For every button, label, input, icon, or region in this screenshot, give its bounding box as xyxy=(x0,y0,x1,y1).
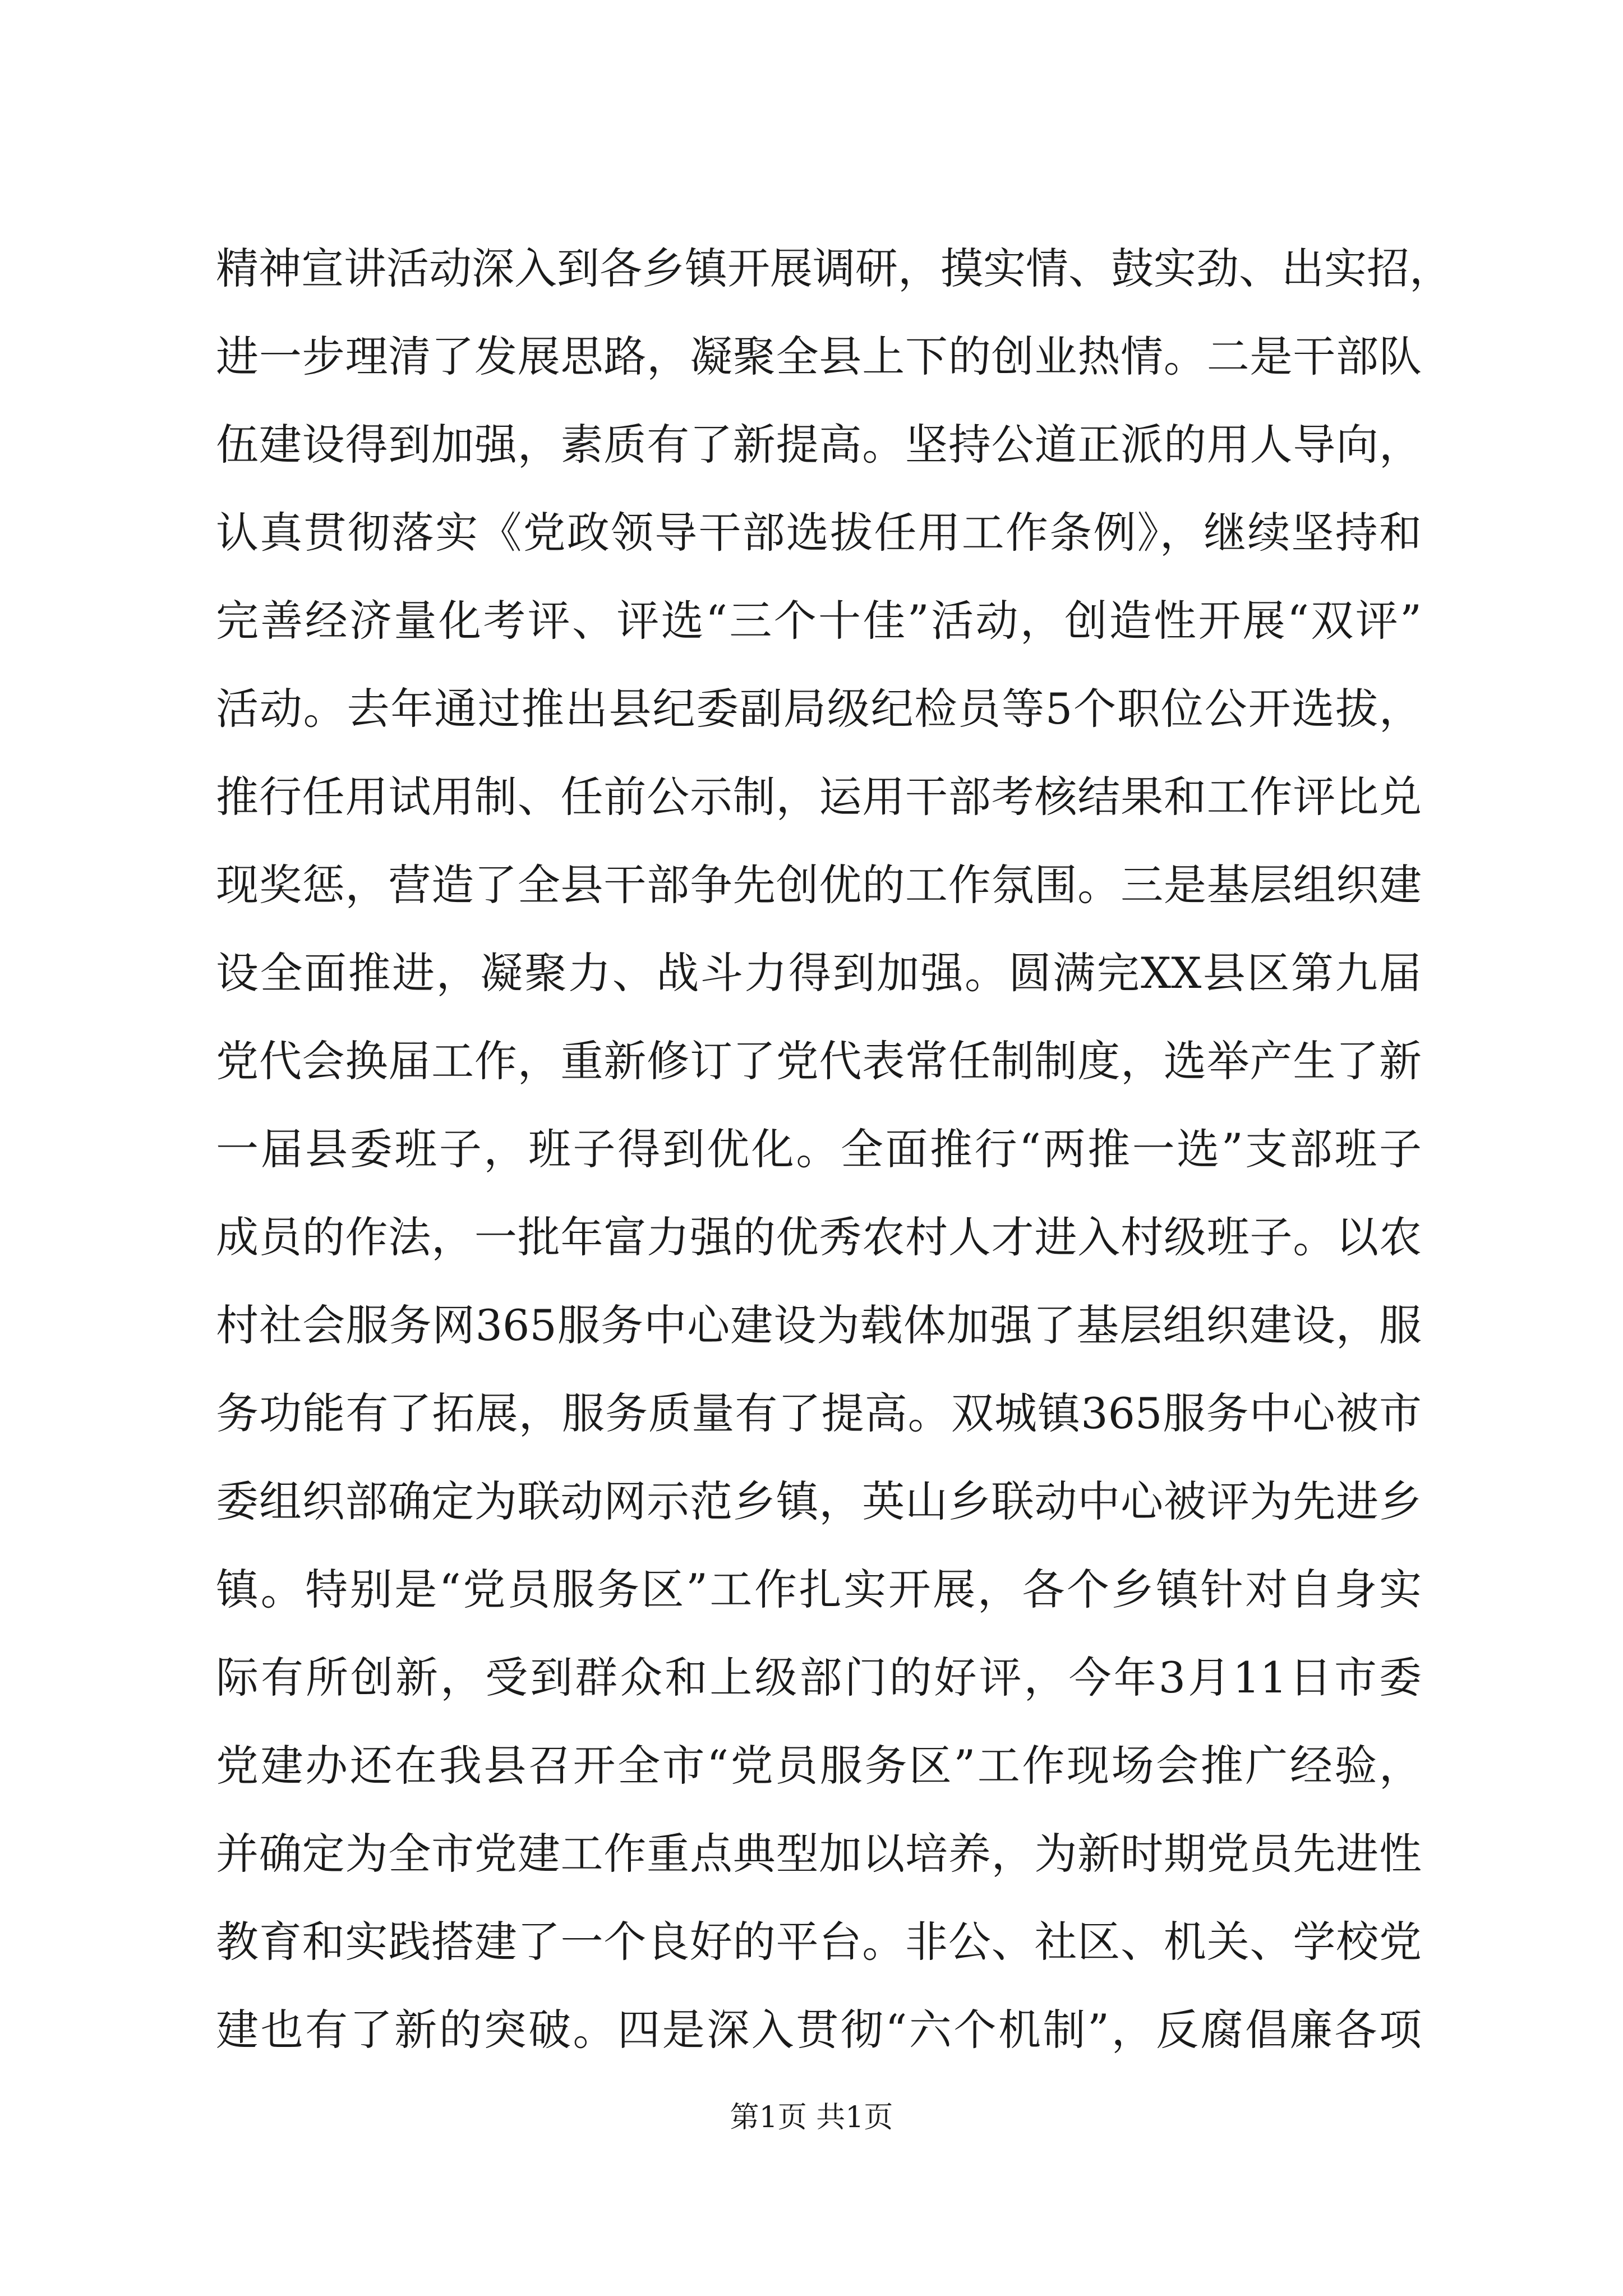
text-line-6: 活动。去年通过推出县纪委副局级纪检员等5个职位公开选拔， xyxy=(216,684,1422,734)
text-line-7: 推行任用试用制、任前公示制，运用干部考核结果和工作评比兑 xyxy=(216,772,1422,822)
text-line-15: 委组织部确定为联动网示范乡镇，英山乡联动中心被评为先进乡 xyxy=(216,1476,1422,1526)
text-line-3: 伍建设得到加强，素质有了新提高。坚持公道正派的用人导向， xyxy=(216,420,1422,470)
text-line-20: 教育和实践搭建了一个良好的平台。非公、社区、机关、学校党 xyxy=(216,1917,1422,1967)
text-line-9: 设全面推进，凝聚力、战斗力得到加强。圆满完XX县区第九届 xyxy=(216,948,1422,998)
text-line-14: 务功能有了拓展，服务质量有了提高。双城镇365服务中心被市 xyxy=(216,1388,1422,1438)
text-line-5: 完善经济量化考评、评选“三个十佳”活动，创造性开展“双评” xyxy=(216,596,1422,646)
text-line-11: 一届县委班子，班子得到优化。全面推行“两推一选”支部班子 xyxy=(216,1124,1422,1174)
body-paragraph xyxy=(216,224,1452,2074)
text-line-13: 村社会服务网365服务中心建设为载体加强了基层组织建设，服 xyxy=(216,1300,1422,1350)
text-line-16: 镇。特别是“党员服务区”工作扎实开展，各个乡镇针对自身实 xyxy=(216,1565,1422,1614)
text-line-12: 成员的作法，一批年富力强的优秀农村人才进入村级班子。以农 xyxy=(216,1212,1422,1262)
text-line-19: 并确定为全市党建工作重点典型加以培养，为新时期党员先进性 xyxy=(216,1829,1422,1879)
text-line-8: 现奖惩，营造了全县干部争先创优的工作氛围。三是基层组织建 xyxy=(216,860,1422,910)
page-footer: 第1页 共1页 xyxy=(730,2101,893,2134)
text-line-21: 建也有了新的突破。四是深入贯彻“六个机制”，反腐倡廉各项 xyxy=(216,2005,1422,2055)
text-line-10: 党代会换届工作，重新修订了党代表常任制制度，选举产生了新 xyxy=(216,1036,1422,1086)
text-line-1: 精神宣讲活动深入到各乡镇开展调研，摸实情、鼓实劲、出实招， xyxy=(216,243,1452,293)
text-line-17: 际有所创新，受到群众和上级部门的好评，今年3月11日市委 xyxy=(216,1653,1422,1703)
text-line-4: 认真贯彻落实《党政领导干部选拔任用工作条例》，继续坚持和 xyxy=(216,508,1422,558)
text-line-2: 进一步理清了发展思路，凝聚全县上下的创业热情。二是干部队 xyxy=(216,332,1422,381)
text-line-18: 党建办还在我县召开全市“党员服务区”工作现场会推广经验， xyxy=(216,1741,1422,1791)
